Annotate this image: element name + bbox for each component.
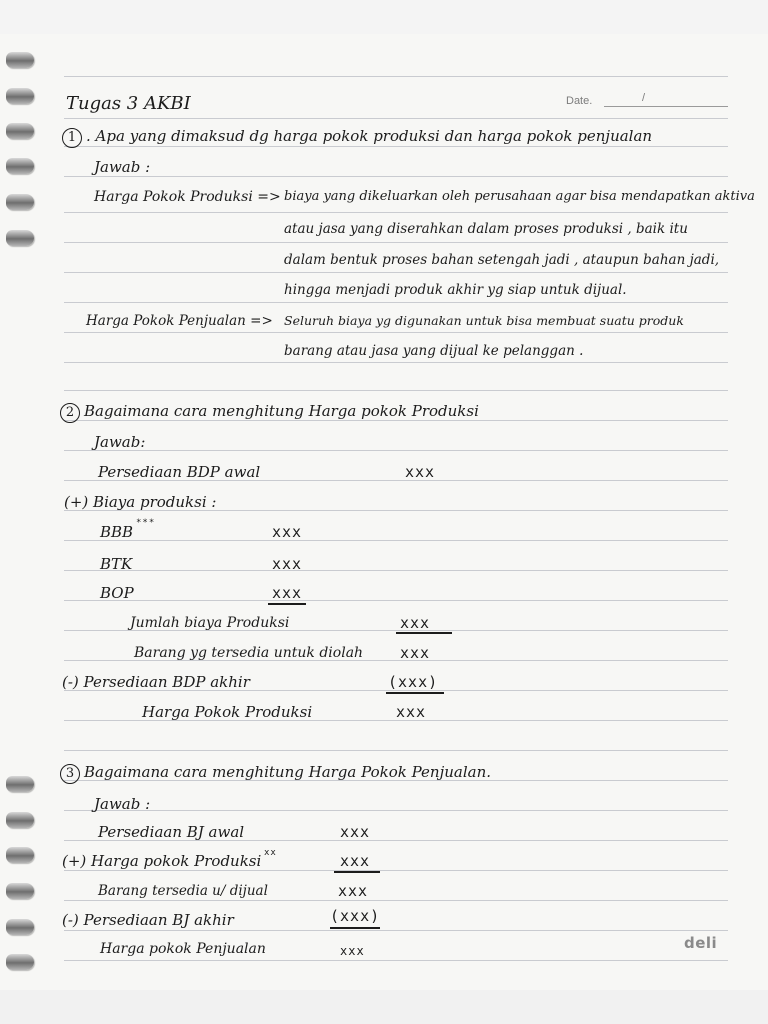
spiral-ring-icon bbox=[6, 847, 34, 863]
q3-bj-awal: Persediaan BJ awal bbox=[98, 823, 245, 841]
q3-barang: Barang tersedia u/ dijual bbox=[98, 883, 268, 899]
ruled-line bbox=[64, 272, 728, 273]
ruled-line bbox=[64, 810, 728, 811]
q1-hpp-line: dalam bentuk proses bahan setengah jadi , ataupun bahan jadi, bbox=[284, 252, 720, 268]
ruled-line bbox=[64, 242, 728, 243]
ruled-line bbox=[64, 750, 728, 751]
ruled-line bbox=[64, 570, 728, 571]
q1-hpj-term: Harga Pokok Penjualan => bbox=[86, 313, 273, 329]
subtotal-underline bbox=[396, 632, 452, 634]
q3-hpp-mark: xx bbox=[264, 848, 277, 858]
q3-hpj-value: xxx bbox=[340, 944, 365, 958]
date-line bbox=[604, 106, 728, 107]
q1-hpp-line: hingga menjadi produk akhir yg siap untuk dijual. bbox=[284, 282, 627, 298]
q2-number: 2 bbox=[60, 403, 80, 423]
q2-bbb-mark: *** bbox=[136, 518, 156, 528]
subtotal-underline bbox=[334, 871, 380, 873]
spiral-ring-icon bbox=[6, 776, 34, 792]
q2-bbb-value: xxx bbox=[272, 523, 303, 541]
page-title: Tugas 3 AKBI bbox=[66, 93, 191, 114]
ruled-line bbox=[64, 332, 728, 333]
q3-bj-akhir-value: (xxx) bbox=[330, 907, 381, 925]
spiral-ring-icon bbox=[6, 919, 34, 935]
ruled-line bbox=[64, 362, 728, 363]
spiral-ring-icon bbox=[6, 194, 34, 210]
spiral-ring-icon bbox=[6, 123, 34, 139]
q3-number: 3 bbox=[60, 764, 80, 784]
q1-hpp-line: atau jasa yang diserahkan dalam proses produksi , baik itu bbox=[284, 221, 688, 237]
q1-hpp-line: biaya yang dikeluarkan oleh perusahaan agar bisa mendapatkan aktiva bbox=[284, 189, 755, 204]
q2-barang-value: xxx bbox=[400, 644, 431, 662]
ruled-line bbox=[64, 302, 728, 303]
spiral-ring-icon bbox=[6, 883, 34, 899]
ruled-line bbox=[64, 176, 728, 177]
q3-question bbox=[60, 763, 491, 784]
ruled-line bbox=[64, 870, 728, 871]
ruled-line bbox=[64, 960, 728, 961]
spiral-ring-icon bbox=[6, 954, 34, 970]
subtotal-underline bbox=[386, 692, 444, 694]
spiral-ring-icon bbox=[6, 52, 34, 68]
ruled-line bbox=[64, 900, 728, 901]
q2-bbb: BBB bbox=[100, 523, 134, 541]
q2-biaya-produksi: (+) Biaya produksi : bbox=[64, 493, 217, 511]
q3-bj-awal-value: xxx bbox=[340, 823, 371, 841]
background-bottom bbox=[0, 990, 768, 1024]
date-label: Date. bbox=[566, 95, 593, 107]
q2-bdp-akhir-value: (xxx) bbox=[388, 673, 439, 691]
q3-hpj: Harga pokok Penjualan bbox=[100, 941, 266, 957]
q1-hpj-line: barang atau jasa yang dijual ke pelanggan . bbox=[284, 343, 584, 359]
q3-bj-akhir: (-) Persediaan BJ akhir bbox=[62, 911, 234, 929]
notebook-page bbox=[0, 34, 768, 990]
ruled-line bbox=[64, 212, 728, 213]
q1-number: 1 bbox=[62, 128, 82, 148]
q2-bdp-akhir: (-) Persediaan BDP akhir bbox=[62, 673, 250, 691]
q1-hpp-term: Harga Pokok Produksi => bbox=[94, 189, 281, 205]
q2-jumlah: Jumlah biaya Produksi bbox=[130, 615, 290, 631]
ruled-line bbox=[64, 540, 728, 541]
q2-btk-value: xxx bbox=[272, 555, 303, 573]
date-slash: / bbox=[642, 92, 646, 104]
q3-hpp-value: xxx bbox=[340, 852, 371, 870]
brand-logo: deli bbox=[684, 934, 718, 952]
spiral-ring-icon bbox=[6, 230, 34, 246]
q2-bdp-awal: Persediaan BDP awal bbox=[98, 463, 261, 481]
ruled-line bbox=[64, 76, 728, 77]
q2-hpp-value: xxx bbox=[396, 703, 427, 721]
q2-question bbox=[60, 402, 479, 423]
spiral-ring-icon bbox=[6, 88, 34, 104]
q2-bdp-awal-value: xxx bbox=[405, 463, 436, 481]
ruled-line bbox=[64, 930, 728, 931]
q1-answer-label: Jawab : bbox=[94, 158, 151, 176]
q2-question-text: Bagaimana cara menghitung Harga pokok Produksi bbox=[84, 402, 479, 420]
background-top bbox=[0, 0, 768, 34]
ruled-line bbox=[64, 118, 728, 119]
subtotal-underline bbox=[330, 927, 380, 929]
q2-btk: BTK bbox=[100, 555, 133, 573]
q3-question-text: Bagaimana cara menghitung Harga Pokok Penjualan. bbox=[84, 763, 491, 781]
q2-answer-label: Jawab: bbox=[94, 433, 146, 451]
q1-question-text: Apa yang dimaksud dg harga pokok produksi dan harga pokok penjualan bbox=[95, 127, 653, 145]
q1-question: 1 . Apa yang dimaksud dg harga pokok produksi dan harga pokok penjualan bbox=[62, 127, 652, 148]
q3-barang-value: xxx bbox=[338, 882, 369, 900]
q2-barang: Barang yg tersedia untuk diolah bbox=[134, 645, 364, 661]
subtotal-underline bbox=[268, 603, 306, 605]
q1-hpj-line: Seluruh biaya yg digunakan untuk bisa membuat suatu produk bbox=[284, 313, 684, 328]
q2-bop: BOP bbox=[100, 584, 134, 602]
spiral-ring-icon bbox=[6, 812, 34, 828]
q3-answer-label: Jawab : bbox=[94, 795, 151, 813]
q2-jumlah-value: xxx bbox=[400, 614, 431, 632]
spiral-ring-icon bbox=[6, 158, 34, 174]
q2-bop-value: xxx bbox=[272, 584, 303, 602]
ruled-line bbox=[64, 600, 728, 601]
q3-hpp: (+) Harga pokok Produksi bbox=[62, 852, 262, 870]
ruled-line bbox=[64, 450, 728, 451]
q2-hpp: Harga Pokok Produksi bbox=[142, 703, 313, 721]
ruled-line bbox=[64, 390, 728, 391]
